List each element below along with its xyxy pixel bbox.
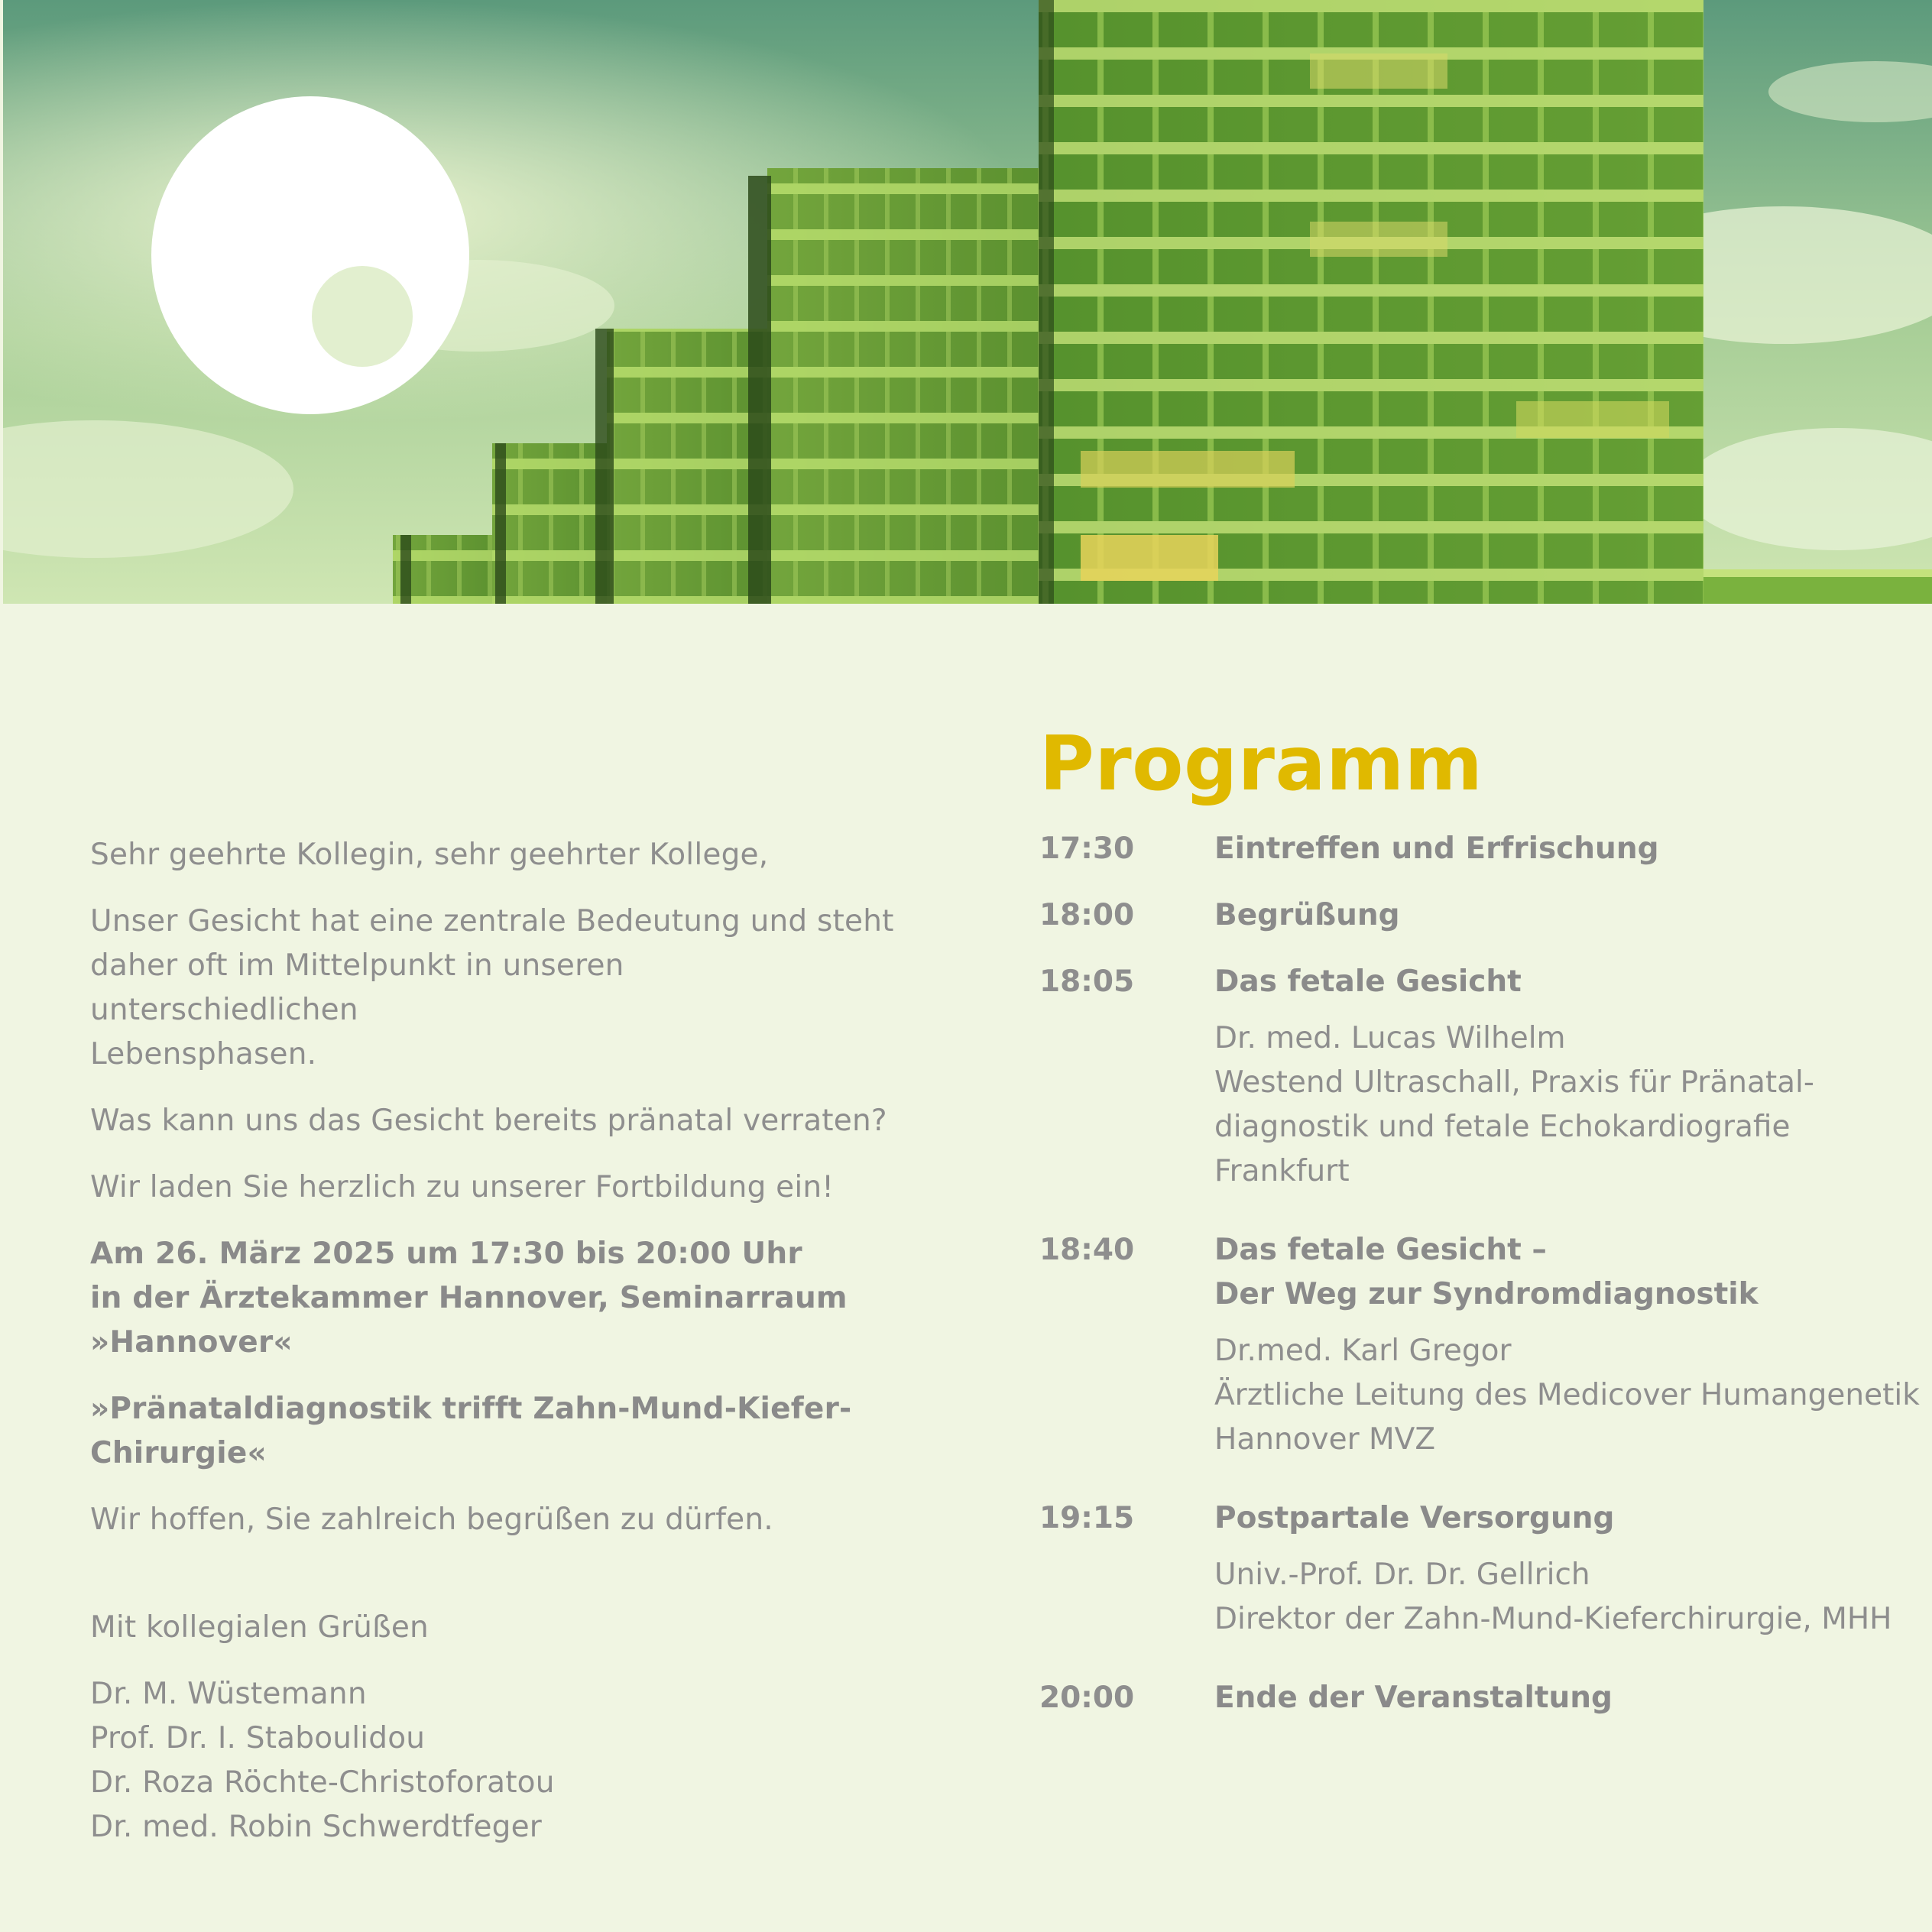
program-title-line: Begrüßung <box>1214 898 1400 932</box>
program-speaker-line: Direktor der Zahn-Mund-Kieferchirurgie, MHH <box>1214 1602 1892 1636</box>
event-date-location <box>90 1232 900 1365</box>
intro-paragraph <box>90 900 900 1077</box>
question-line: Was kann uns das Gesicht bereits pränatal verraten? <box>90 1104 887 1138</box>
program-speaker-line: diagnostik und fetale Echokardiografie <box>1214 1110 1791 1144</box>
program-title-line: Das fetale Gesicht – <box>1214 1233 1547 1267</box>
program-item <box>1039 1496 1895 1642</box>
program-speaker-line: Frankfurt <box>1214 1154 1350 1188</box>
program-item <box>1039 960 1895 1194</box>
date-line: Am 26. März 2025 um 17:30 bis 20:00 Uhr <box>90 1237 802 1271</box>
program-heading: Programm <box>1039 721 1483 808</box>
program-title-line: Eintreffen und Erfrischung <box>1214 831 1659 866</box>
program-title <box>1214 960 1895 1004</box>
program-speaker <box>1214 1553 1895 1642</box>
program-item <box>1039 1228 1920 1462</box>
fetus-circle-logo-icon <box>151 96 469 414</box>
program-title <box>1214 827 1895 871</box>
program-body <box>1214 893 1895 938</box>
program-item <box>1039 1676 1895 1720</box>
intro-line: Lebensphasen. <box>90 1037 317 1071</box>
invitation-letter <box>90 833 900 1849</box>
signatory: Prof. Dr. I. Staboulidou <box>90 1721 426 1755</box>
hope-line: Wir hoffen, Sie zahlreich begrüßen zu dürfen. <box>90 1502 773 1537</box>
program-title-line: Ende der Veranstaltung <box>1214 1681 1613 1715</box>
program-time: 17:30 <box>1039 831 1135 866</box>
salutation: Sehr geehrte Kollegin, sehr geehrter Kollege, <box>90 838 769 872</box>
program-speaker <box>1214 1016 1895 1194</box>
program-time: 18:05 <box>1039 964 1135 999</box>
program-speaker-line: Dr. med. Lucas Wilhelm <box>1214 1021 1566 1055</box>
signatory: Dr. Roza Röchte-Christoforatou <box>90 1765 555 1800</box>
program-time: 18:00 <box>1039 898 1135 932</box>
closing-line: Mit kollegialen Grüßen <box>90 1610 429 1645</box>
program-body <box>1214 1676 1895 1720</box>
signatory: Dr. med. Robin Schwerdtfeger <box>90 1810 543 1844</box>
program-body <box>1214 960 1895 1194</box>
program-title <box>1214 1228 1920 1317</box>
program-speaker-line: Dr.med. Karl Gregor <box>1214 1334 1512 1368</box>
program-item <box>1039 827 1895 871</box>
program-speaker-line: Westend Ultraschall, Praxis für Pränatal- <box>1214 1065 1814 1100</box>
program-speaker <box>1214 1329 1920 1462</box>
signatory: Dr. M. Wüstemann <box>90 1677 367 1711</box>
program-speaker-line: Ärztliche Leitung des Medicover Humangenetik <box>1214 1378 1920 1412</box>
program-title <box>1214 1496 1895 1541</box>
program-time: 18:40 <box>1039 1233 1135 1267</box>
hero-image <box>3 0 1932 604</box>
program-speaker-line: Univ.-Prof. Dr. Dr. Gellrich <box>1214 1558 1590 1592</box>
program-body <box>1214 1496 1895 1642</box>
program-title <box>1214 1676 1895 1720</box>
program-list <box>1039 827 1920 1720</box>
program-body <box>1214 827 1895 871</box>
program-body <box>1214 1228 1920 1462</box>
invite-line: Wir laden Sie herzlich zu unserer Fortbildung ein! <box>90 1170 835 1204</box>
intro-line: Unser Gesicht hat eine zentrale Bedeutung und steht <box>90 904 894 938</box>
intro-line: daher oft im Mittelpunkt in unseren unterschiedlichen <box>90 948 624 1027</box>
program-title <box>1214 893 1895 938</box>
program-section <box>1039 718 1920 1720</box>
program-title-line: Das fetale Gesicht <box>1214 964 1522 999</box>
program-speaker-line: Hannover MVZ <box>1214 1422 1436 1457</box>
program-time: 20:00 <box>1039 1681 1135 1715</box>
program-title-line: Postpartale Versorgung <box>1214 1501 1615 1535</box>
location-line: in der Ärztekammer Hannover, Seminarraum »Hannover« <box>90 1281 848 1360</box>
program-title-line: Der Weg zur Syndromdiagnostik <box>1214 1277 1759 1311</box>
program-time: 19:15 <box>1039 1501 1135 1535</box>
signatories <box>90 1672 900 1849</box>
program-item <box>1039 893 1895 938</box>
event-title: »Pränataldiagnostik trifft Zahn-Mund-Kiefer-Chirurgie« <box>90 1392 852 1470</box>
